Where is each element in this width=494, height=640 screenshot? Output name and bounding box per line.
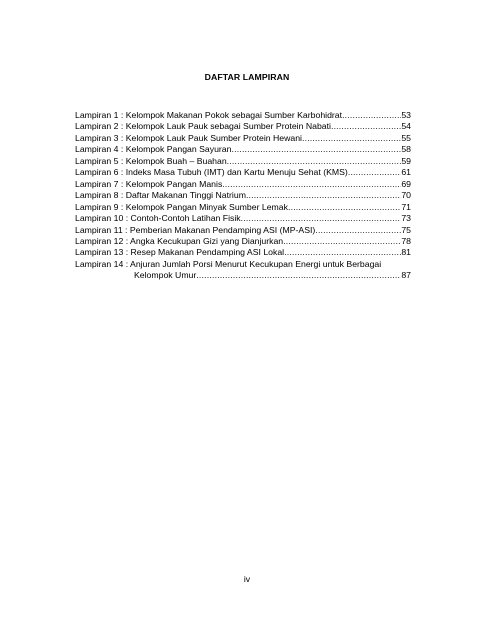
toc-entry-page: 59 (401, 155, 411, 166)
toc-entry-label: Lampiran 13 : Resep Makanan Pendamping ASI Lokal (75, 247, 285, 258)
toc-entry-label: Lampiran 7 : Kelompok Pangan Manis (75, 178, 223, 189)
toc-entry-line (75, 270, 411, 281)
toc-entry-label: Lampiran 5 : Kelompok Buah – Buahan (75, 155, 227, 166)
toc-entry-page: 55 (401, 132, 411, 143)
toc-entry-label: Lampiran 3 : Kelompok Lauk Pauk Sumber Protein Hewani (75, 132, 302, 143)
page-number: iv (243, 574, 251, 584)
toc-entry-page: 71 (401, 201, 411, 212)
dot-leader (348, 167, 402, 178)
page-title: DAFTAR LAMPIRAN (204, 72, 290, 82)
dot-leader (302, 133, 401, 144)
dot-leader (241, 213, 402, 224)
toc-entry-3[interactable] (75, 133, 411, 144)
dot-leader (246, 190, 401, 201)
toc-entry-label: Lampiran 4 : Kelompok Pangan Sayuran (75, 144, 232, 155)
toc-entry-page: 75 (401, 224, 411, 235)
toc-entry-label: Lampiran 11 : Pemberian Makanan Pendamping ASI (MP-ASI) (75, 224, 316, 235)
toc-entry-page: 81 (401, 247, 411, 258)
toc-entry-label-continued: Kelompok Umur (134, 270, 197, 281)
toc-entry-page: 69 (401, 178, 411, 189)
dot-leader (331, 121, 401, 132)
toc-entry-page: 87 (401, 270, 411, 281)
toc-entry-label: Lampiran 10 : Contoh-Contoh Latihan Fisik (75, 213, 241, 224)
toc-entry-11[interactable] (75, 225, 411, 236)
table-of-appendices (75, 110, 411, 282)
dot-leader (227, 156, 402, 167)
dot-leader (222, 179, 401, 190)
toc-entry-2[interactable] (75, 121, 411, 132)
dot-leader (342, 110, 401, 121)
toc-entry-line (75, 259, 411, 270)
toc-entry-13[interactable] (75, 247, 411, 258)
dot-leader (283, 236, 401, 247)
toc-entry-page: 70 (401, 190, 411, 201)
toc-entry-12[interactable] (75, 236, 411, 247)
toc-entry-page: 53 (401, 110, 411, 120)
toc-entry-label: Lampiran 2 : Kelompok Lauk Pauk sebagai Sumber Protein Nabati (75, 121, 331, 132)
toc-entry-8[interactable] (75, 190, 411, 201)
toc-entry-page: 61 (401, 167, 411, 178)
toc-entry-label: Lampiran 1 : Kelompok Makanan Pokok sebagai Sumber Karbohidrat (75, 110, 343, 120)
toc-entry-label: Lampiran 9 : Kelompok Pangan Minyak Sumber Lemak (75, 201, 288, 212)
dot-leader (231, 144, 401, 155)
toc-entry-page: 58 (401, 144, 411, 155)
toc-entry-page: 73 (401, 213, 411, 224)
toc-entry-9[interactable] (75, 202, 411, 213)
toc-entry-label: Lampiran 12 : Angka Kecukupan Gizi yang Dianjurkan (75, 235, 284, 246)
toc-entry-label: Lampiran 6 : Indeks Masa Tubuh (IMT) dan Kartu Menuju Sehat (KMS) (75, 167, 348, 178)
toc-entry-4[interactable] (75, 144, 411, 155)
toc-entry-label: Lampiran 14 : Anjuran Jumlah Porsi Menurut Kecukupan Energi untuk Berbagai (75, 258, 382, 269)
toc-entry-14[interactable] (75, 259, 411, 282)
toc-entry-1[interactable] (75, 110, 411, 121)
toc-entry-7[interactable] (75, 179, 411, 190)
toc-entry-6[interactable] (75, 167, 411, 178)
toc-entry-page: 54 (401, 121, 411, 132)
dot-leader (288, 202, 401, 213)
dot-leader (196, 270, 401, 281)
toc-entry-page: 78 (401, 235, 411, 246)
toc-entry-5[interactable] (75, 156, 411, 167)
dot-leader (315, 225, 401, 236)
toc-entry-label: Lampiran 8 : Daftar Makanan Tinggi Natrium (75, 190, 246, 201)
dot-leader (284, 247, 401, 258)
toc-entry-10[interactable] (75, 213, 411, 224)
